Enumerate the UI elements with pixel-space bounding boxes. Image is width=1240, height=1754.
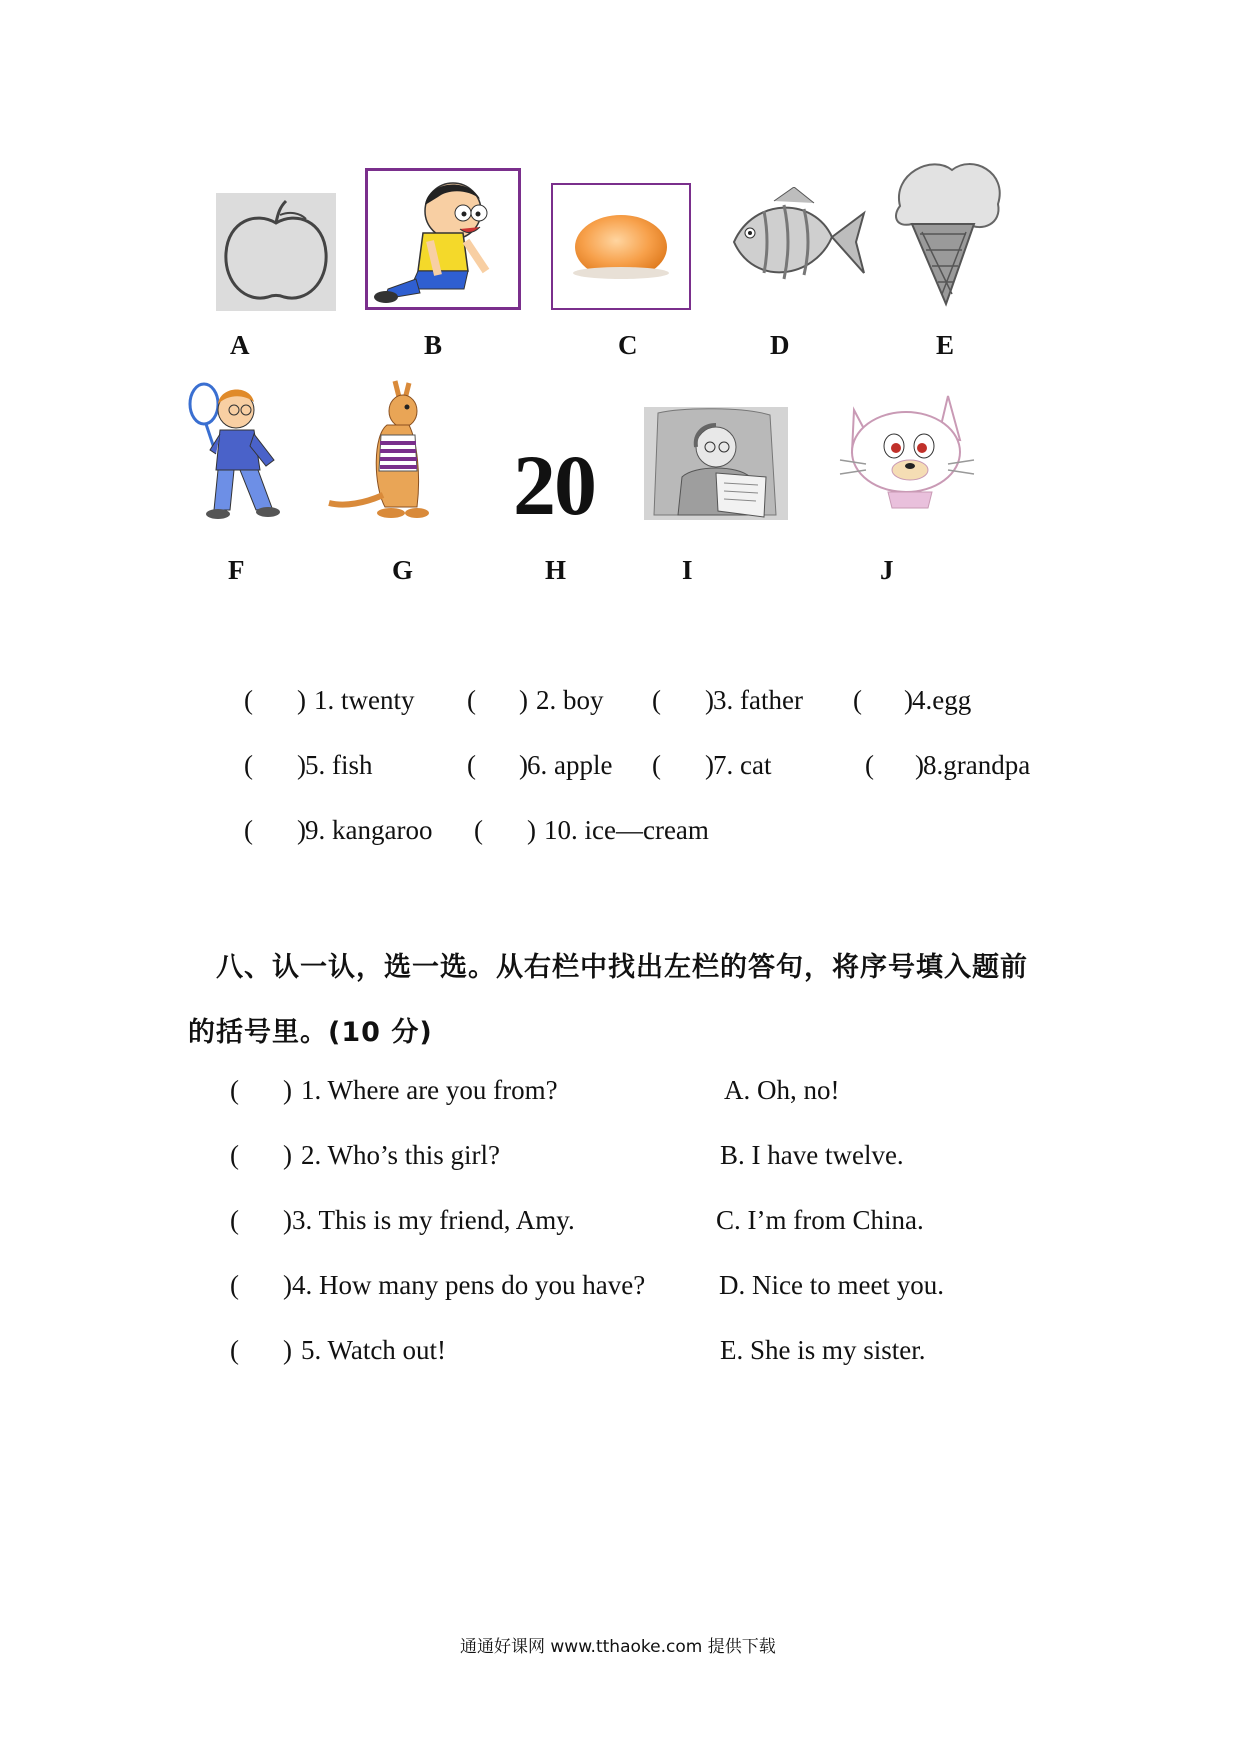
vocab-item-boy: 2. boy xyxy=(536,685,604,715)
answer-blank-close: ) xyxy=(283,1205,292,1235)
ice-cream-picture xyxy=(882,154,1012,312)
answer-blank-open[interactable]: ( xyxy=(865,750,874,780)
answer-option-E: E. She is my sister. xyxy=(720,1335,926,1365)
answer-blank-close: ) xyxy=(297,685,306,715)
label-J: J xyxy=(880,555,894,585)
number-twenty-picture: 20 xyxy=(513,437,595,533)
answer-blank-close: ) xyxy=(283,1335,292,1365)
vocab-item-kangaroo: 9. kangaroo xyxy=(305,815,433,845)
label-B: B xyxy=(424,330,443,360)
question-4: 4. How many pens do you have? xyxy=(292,1270,646,1300)
label-F: F xyxy=(228,555,245,585)
vocab-item-fish: 5. fish xyxy=(305,750,373,780)
answer-option-A: A. Oh, no! xyxy=(724,1075,840,1105)
label-G: G xyxy=(392,555,414,585)
answer-option-B: B. I have twelve. xyxy=(720,1140,904,1170)
answer-blank-close: ) xyxy=(915,750,924,780)
label-I: I xyxy=(682,555,693,585)
answer-blank-open[interactable]: ( xyxy=(244,750,253,780)
answer-blank-open[interactable]: ( xyxy=(467,685,476,715)
answer-blank-close: ) xyxy=(705,685,714,715)
answer-blank-close: ) xyxy=(297,815,306,845)
label-D: D xyxy=(770,330,790,360)
kangaroo-picture xyxy=(325,375,430,523)
footer-text: 通通好课网 www.tthaoke.com 提供下载 xyxy=(460,1637,776,1657)
answer-blank-open[interactable]: ( xyxy=(467,750,476,780)
answer-blank-open[interactable]: ( xyxy=(244,815,253,845)
vocab-item-ice-cream: 10. ice—cream xyxy=(544,815,709,845)
egg-picture xyxy=(551,183,691,310)
answer-blank-close: ) xyxy=(283,1075,292,1105)
section-8-heading-line1: 八、认一认，选一选。从右栏中找出左栏的答句，将序号填入题前 xyxy=(216,952,1028,983)
answer-blank-open[interactable]: ( xyxy=(853,685,862,715)
answer-blank-close: ) xyxy=(527,815,536,845)
answer-blank-open[interactable]: ( xyxy=(244,685,253,715)
answer-blank-open[interactable]: ( xyxy=(230,1140,239,1170)
answer-blank-close: ) xyxy=(297,750,306,780)
father-picture xyxy=(184,380,292,522)
vocab-item-grandpa: 8.grandpa xyxy=(923,750,1031,780)
answer-blank-close: ) xyxy=(904,685,913,715)
answer-option-D: D. Nice to meet you. xyxy=(719,1270,944,1300)
vocab-item-father: 3. father xyxy=(713,685,803,715)
answer-blank-close: ) xyxy=(519,685,528,715)
question-1: 1. Where are you from? xyxy=(301,1075,558,1105)
vocab-item-egg: 4.egg xyxy=(912,685,972,715)
answer-blank-open[interactable]: ( xyxy=(230,1335,239,1365)
answer-blank-open[interactable]: ( xyxy=(230,1075,239,1105)
question-5: 5. Watch out! xyxy=(301,1335,447,1365)
question-3: 3. This is my friend, Amy. xyxy=(292,1205,575,1235)
vocab-item-apple: 6. apple xyxy=(527,750,613,780)
label-C: C xyxy=(618,330,638,360)
answer-blank-close: ) xyxy=(705,750,714,780)
answer-blank-open[interactable]: ( xyxy=(474,815,483,845)
vocab-item-cat: 7. cat xyxy=(713,750,772,780)
section-8-heading-line2: 的括号里。(10 分) xyxy=(188,1017,433,1048)
answer-blank-open[interactable]: ( xyxy=(652,685,661,715)
answer-option-C: C. I’m from China. xyxy=(716,1205,924,1235)
answer-blank-open[interactable]: ( xyxy=(230,1270,239,1300)
fish-picture xyxy=(724,187,866,297)
boy-picture xyxy=(365,168,521,310)
label-E: E xyxy=(936,330,955,360)
apple-picture xyxy=(216,193,336,311)
grandpa-picture xyxy=(644,407,788,520)
cat-picture xyxy=(836,390,976,510)
label-H: H xyxy=(545,555,567,585)
answer-blank-close: ) xyxy=(283,1140,292,1170)
answer-blank-open[interactable]: ( xyxy=(230,1205,239,1235)
answer-blank-close: ) xyxy=(283,1270,292,1300)
answer-blank-close: ) xyxy=(519,750,528,780)
answer-blank-open[interactable]: ( xyxy=(652,750,661,780)
question-2: 2. Who’s this girl? xyxy=(301,1140,500,1170)
label-A: A xyxy=(230,330,250,360)
vocab-item-twenty: 1. twenty xyxy=(314,685,415,715)
